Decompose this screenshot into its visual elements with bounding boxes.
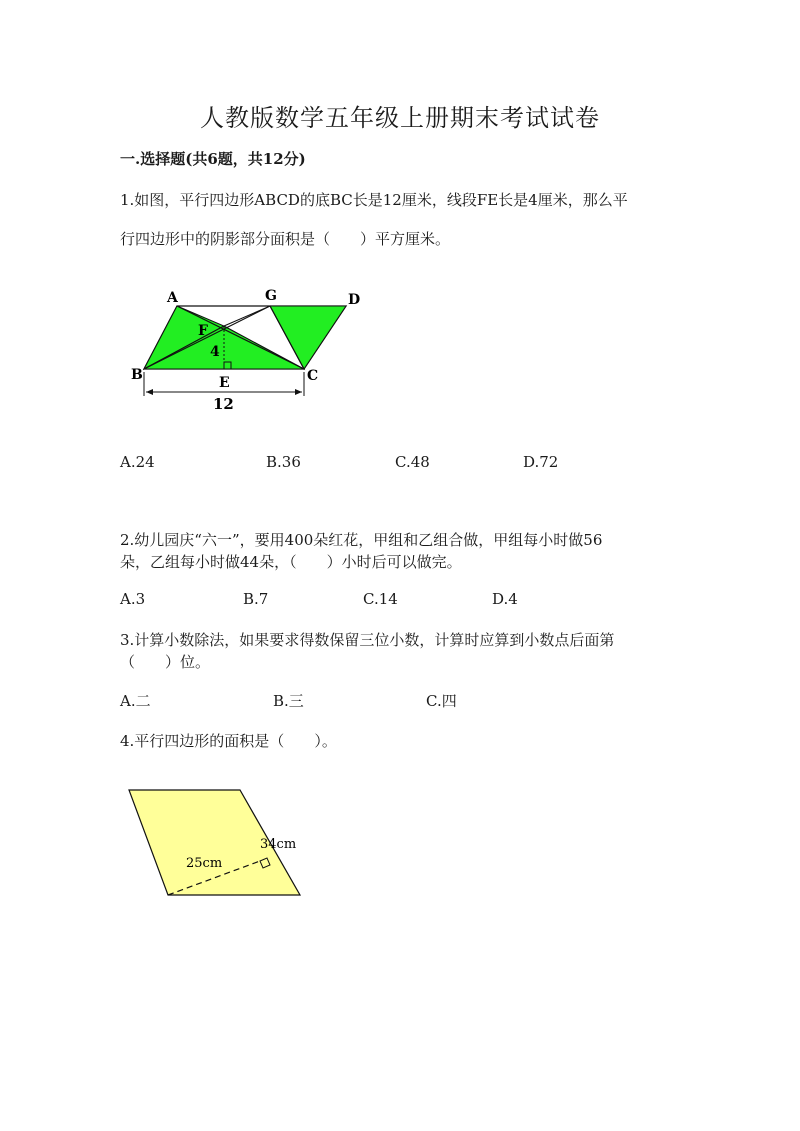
label-f: F [198,323,208,339]
question-3-line-1: 3.计算小数除法，如果要求得数保留三位小数，计算时应算到小数点后面第 [120,631,615,649]
q3-option-b: B.三 [273,692,304,710]
q3-option-a: A.二 [120,692,151,710]
q2-option-a: A.3 [120,590,146,608]
label-side-34cm: 34cm [260,837,297,852]
section-heading: 一.选择题(共6题，共12分) [120,150,306,168]
q1-option-d: D.72 [523,453,559,471]
question-2-line-2: 朵，乙组每小时做44朵，（ ）小时后可以做完。 [120,553,462,571]
question-1-line-1: 1.如图，平行四边形ABCD的底BC长是12厘米，线段FE长是4厘米，那么平 [120,191,628,209]
label-e: E [219,375,230,391]
q2-option-d: D.4 [492,590,518,608]
label-base-12: 12 [213,395,234,413]
question-1-line-2: 行四边形中的阴影部分面积是（ ）平方厘米。 [120,230,451,248]
label-g: G [265,288,277,304]
label-height-4: 4 [210,344,220,360]
q1-option-c: C.48 [395,453,430,471]
q1-option-a: A.24 [120,453,155,471]
label-b: B [131,367,143,383]
label-a: A [167,290,178,306]
question-4-line-1: 4.平行四边形的面积是（ ）。 [120,732,337,750]
label-height-25cm: 25cm [186,856,223,871]
q3-option-c: C.四 [426,692,457,710]
q2-option-c: C.14 [363,590,398,608]
question-3-line-2: （ ）位。 [120,653,211,671]
q2-option-b: B.7 [243,590,269,608]
q1-option-b: B.36 [266,453,301,471]
question-2-line-1: 2.幼儿园庆“六一”，要用400朵红花，甲组和乙组合做，甲组每小时做56 [120,531,603,549]
label-c: C [307,368,319,384]
question-4-figure [120,780,320,905]
label-d: D [348,292,361,308]
page-title: 人教版数学五年级上册期末考试试卷 [200,104,600,132]
question-1-figure [120,280,380,420]
